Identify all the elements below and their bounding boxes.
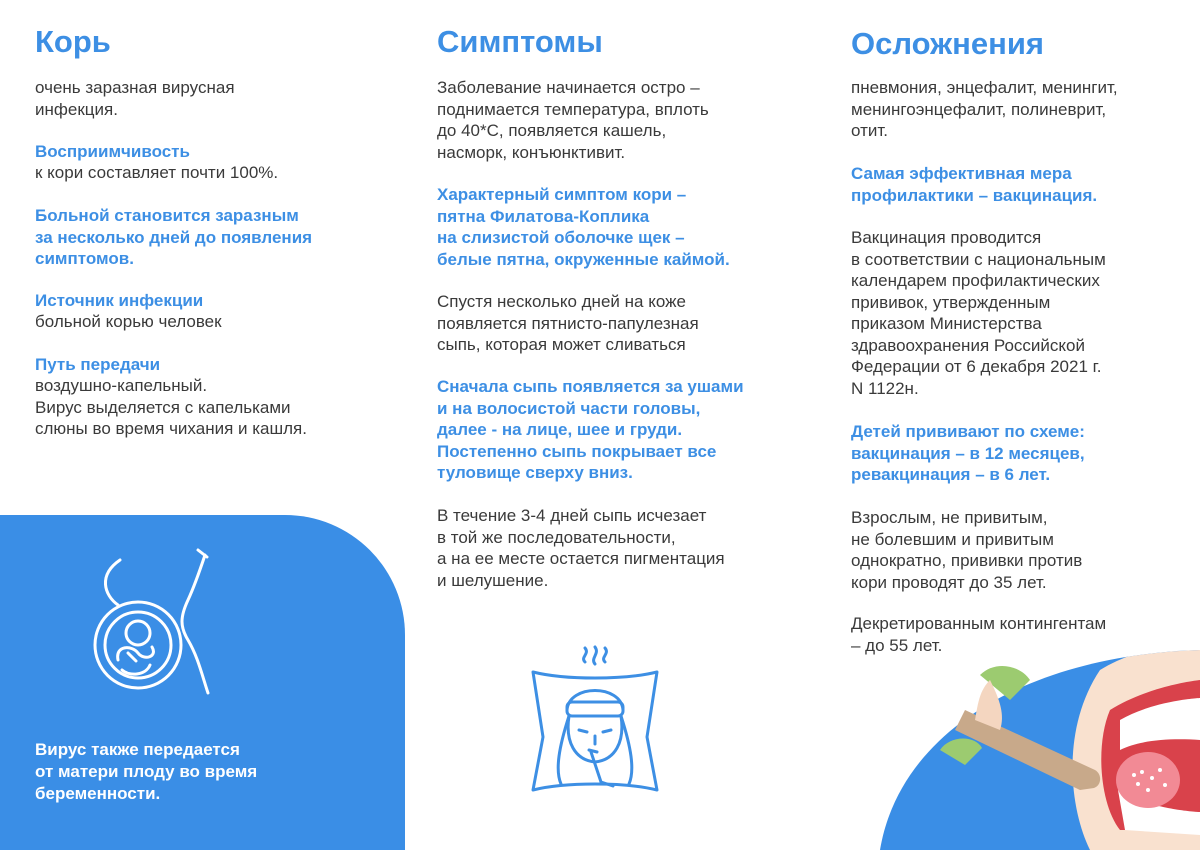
- throat-exam-illustration: [880, 640, 1200, 850]
- children-schedule: Детей прививают по схеме: вакцинация – в 12 месяцев, ревакцинация – в 6 лет.: [851, 422, 1085, 484]
- symptoms-koplik: Характерный симптом кори – пятна Филатова-Коплика на слизистой оболочке щек – белые пятна, окруженные каймой.: [437, 185, 730, 269]
- complications-p1: пневмония, энцефалит, менингит, менингоэнцефалит, полиневрит, отит.: [851, 78, 1118, 140]
- susceptibility-text: к кори составляет почти 100%.: [35, 163, 279, 182]
- source-text: больной корью человек: [35, 312, 222, 331]
- source-heading: Источник инфекции: [35, 291, 204, 310]
- route-heading: Путь передачи: [35, 355, 161, 374]
- title-symptoms: Симптомы: [437, 24, 603, 59]
- susceptibility-heading: Восприимчивость: [35, 142, 190, 161]
- contagious-note: Больной становится заразным за несколько дней до появления симптомов.: [35, 206, 313, 268]
- adults-text: Взрослым, не привитым, не болевшим и привитым однократно, прививки против кори проводят до 35 лет.: [851, 508, 1083, 592]
- title-measles: Корь: [35, 24, 111, 59]
- decreed-contingent-text: Декретированным контингентам – до 55 лет.: [851, 614, 1107, 655]
- pregnancy-note: Вирус также передается от матери плоду во время беременности.: [35, 740, 258, 803]
- symptoms-p5: В течение 3-4 дней сыпь исчезает в той же последовательности, а на ее месте остается пигментация и шелушение.: [437, 506, 725, 590]
- route-text: воздушно-капельный. Вирус выделяется с капельками слюны во время чихания и кашля.: [35, 376, 307, 438]
- vaccination-text: Вакцинация проводится в соответствии с национальным календарем профилактических прививок, утвержденным приказом Министерства здравоохранения Российской Федерации от 6 декабря 2021 г. N 1122н.: [851, 228, 1106, 398]
- symptoms-p1: Заболевание начинается остро – поднимается температура, вплоть до 40*С, появляется кашель, насморк, конъюнктивит.: [437, 78, 709, 162]
- sick-person-icon: [525, 652, 665, 802]
- pregnancy-icon: [80, 545, 230, 705]
- symptoms-p3: Спустя несколько дней на коже появляется пятнисто-папулезная сыпь, которая может сливаться: [437, 292, 699, 354]
- symptoms-rash: Сначала сыпь появляется за ушами и на волосистой части головы, далее - на лице, шее и груди. Постепенно сыпь покрывает все туловище сверху вниз.: [437, 377, 744, 482]
- measles-intro: очень заразная вирусная инфекция.: [35, 78, 235, 119]
- title-complications: Осложнения: [851, 26, 1044, 61]
- prevention-note: Самая эффективная мера профилактики – вакцинация.: [851, 164, 1098, 205]
